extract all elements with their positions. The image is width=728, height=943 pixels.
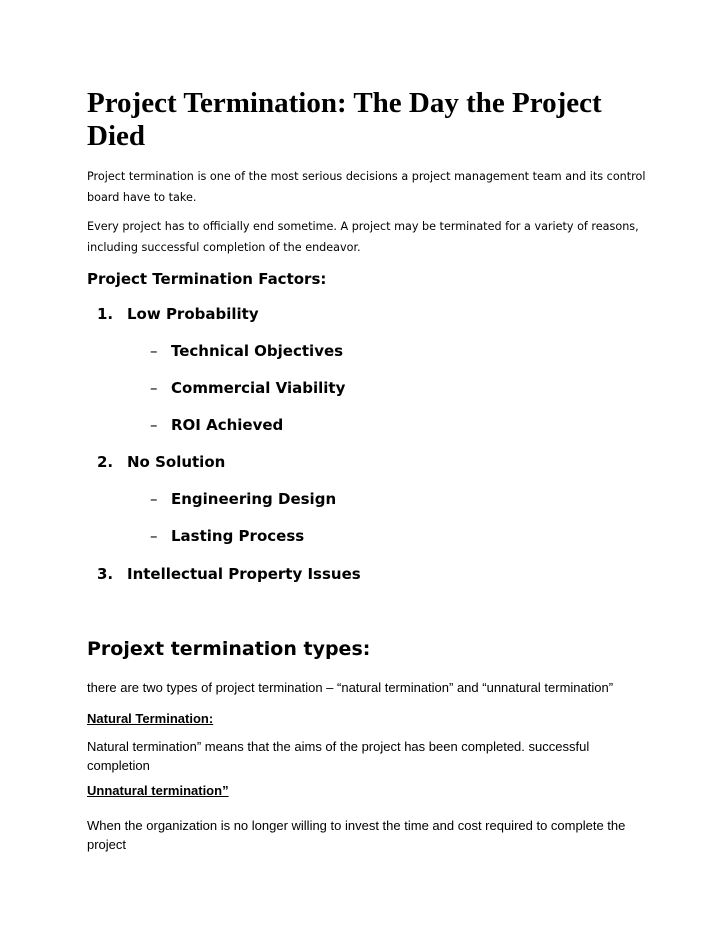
- factors-heading: Project Termination Factors:: [87, 270, 327, 288]
- subitem-label: Commercial Viability: [171, 379, 346, 397]
- unnatural-termination-text: When the organization is no longer willing to invest the time and cost required to complete the project: [87, 818, 626, 852]
- factor-item-no-solution: [97, 453, 225, 471]
- natural-termination-text: Natural termination” means that the aims of the project has been completed. successful completion: [87, 739, 590, 773]
- page-title: Project Termination: The Day the Project Died: [87, 87, 602, 152]
- subitem-label: Lasting Process: [171, 527, 305, 545]
- types-summary: there are two types of project termination – “natural termination” and “unnatural termination”: [87, 680, 614, 695]
- subitem-technical-objectives: [150, 342, 343, 360]
- factor-item-intellectual-property: [97, 565, 361, 583]
- unnatural-termination-heading: Unnatural termination”: [87, 783, 229, 798]
- dash-bullet: –: [150, 527, 158, 545]
- dash-bullet: –: [150, 379, 158, 397]
- list-label: Low Probability: [127, 305, 259, 323]
- subitem-label: ROI Achieved: [171, 416, 284, 434]
- subitem-roi-achieved: [150, 416, 283, 434]
- subitem-label: Technical Objectives: [171, 342, 344, 360]
- list-label: Intellectual Property Issues: [127, 565, 361, 583]
- intro-paragraph-1: Project termination is one of the most serious decisions a project management team and its control board have to take.: [87, 170, 646, 204]
- factor-item-low-probability: [97, 305, 259, 323]
- list-number: 3.: [97, 565, 114, 583]
- list-number: 1.: [97, 305, 114, 323]
- dash-bullet: –: [150, 490, 158, 508]
- subitem-commercial-viability: [150, 379, 345, 397]
- natural-termination-heading: Natural Termination:: [87, 711, 214, 726]
- list-label: No Solution: [127, 453, 226, 471]
- subitem-label: Engineering Design: [171, 490, 337, 508]
- subitem-lasting-process: [150, 527, 304, 545]
- list-number: 2.: [97, 453, 114, 471]
- types-heading: Projext termination types:: [87, 638, 371, 660]
- intro-paragraph-2: Every project has to officially end sometime. A project may be terminated for a variety of reasons, including successful completion of the endeavor.: [87, 220, 639, 254]
- subitem-engineering-design: [150, 490, 336, 508]
- dash-bullet: –: [150, 416, 158, 434]
- dash-bullet: –: [150, 342, 158, 360]
